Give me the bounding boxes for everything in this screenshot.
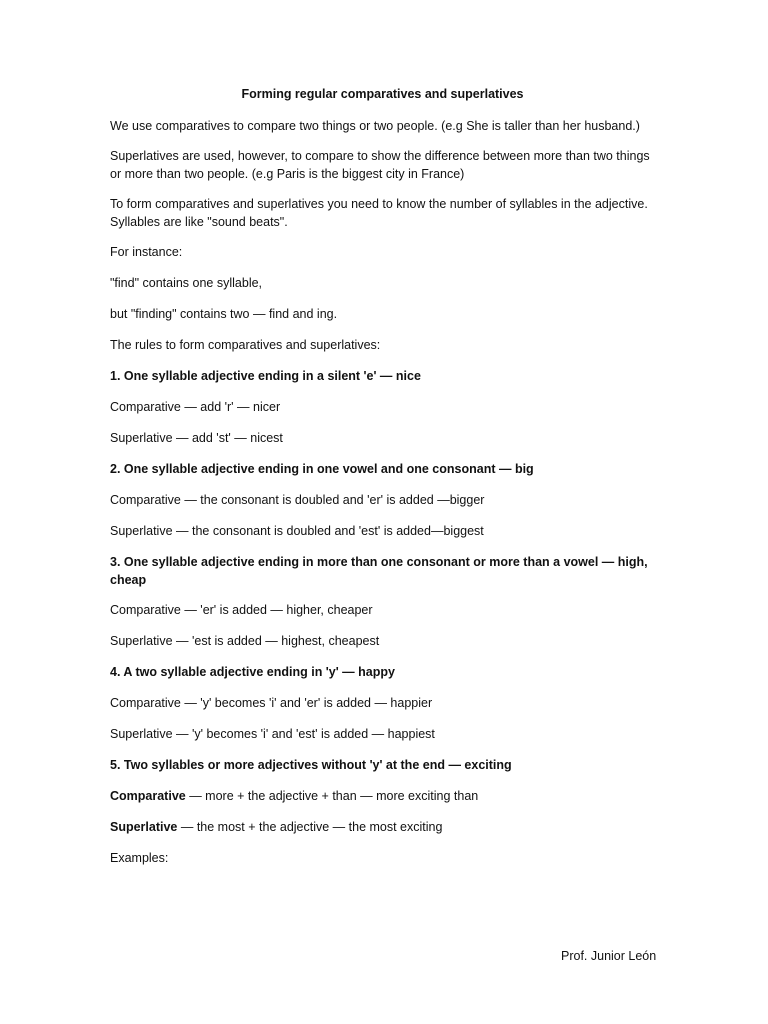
rule-5-heading: 5. Two syllables or more adjectives without 'y' at the end — exciting <box>110 758 512 772</box>
rule-3-superlative: Superlative — 'est is added — highest, cheapest <box>110 634 380 648</box>
author-signature: Prof. Junior León <box>561 949 657 963</box>
rule-4-superlative: Superlative — 'y' becomes 'i' and 'est' is added — happiest <box>110 727 435 741</box>
rule-5-superlative-text: — the most + the adjective — the most exciting <box>177 820 443 834</box>
document-title: Forming regular comparatives and superlatives <box>241 87 524 101</box>
rule-4-heading: 4. A two syllable adjective ending in 'y' — happy <box>110 665 395 679</box>
intro-paragraph-superlatives: Superlatives are used, however, to compare to show the difference between more than two things or more than two people. (e.g Paris is the biggest city in France) <box>110 149 650 181</box>
example-finding-text: but "finding" contains two — find and ing. <box>110 307 338 321</box>
rule-3-heading: 3. One syllable adjective ending in more than one consonant or more than a vowel — high, cheap <box>110 555 648 587</box>
rule-1-comparative: Comparative — add 'r' — nicer <box>110 400 281 414</box>
rule-4-comparative: Comparative — 'y' becomes 'i' and 'er' is added — happier <box>110 696 433 710</box>
intro-paragraph-comparatives: We use comparatives to compare two things or two people. (e.g She is taller than her husband.) <box>110 119 640 133</box>
rule-5-comparative <box>110 787 655 805</box>
rule-1-superlative: Superlative — add 'st' — nicest <box>110 431 283 445</box>
rule-5-superlative <box>110 818 655 836</box>
rules-intro-text: The rules to form comparatives and superlatives: <box>110 338 381 352</box>
examples-label: Examples: <box>110 851 169 865</box>
for-instance-text: For instance: <box>110 245 183 259</box>
rule-5-superlative-label: Superlative <box>110 820 178 834</box>
rule-2-comparative: Comparative — the consonant is doubled and 'er' is added —bigger <box>110 493 485 507</box>
rule-3-comparative: Comparative — 'er' is added — higher, cheaper <box>110 603 373 617</box>
example-find-text: "find" contains one syllable, <box>110 276 263 290</box>
document-body <box>110 85 655 879</box>
rule-2-superlative: Superlative — the consonant is doubled and 'est' is added—biggest <box>110 524 484 538</box>
rule-5-comparative-label: Comparative <box>110 789 186 803</box>
rule-2-heading: 2. One syllable adjective ending in one vowel and one consonant — big <box>110 462 534 476</box>
intro-paragraph-syllables: To form comparatives and superlatives you need to know the number of syllables in the adjective. Syllables are like "sound beats". <box>110 197 648 229</box>
rule-5-comparative-text: — more + the adjective + than — more exciting than <box>185 789 479 803</box>
rule-1-heading: 1. One syllable adjective ending in a silent 'e' — nice <box>110 369 421 383</box>
